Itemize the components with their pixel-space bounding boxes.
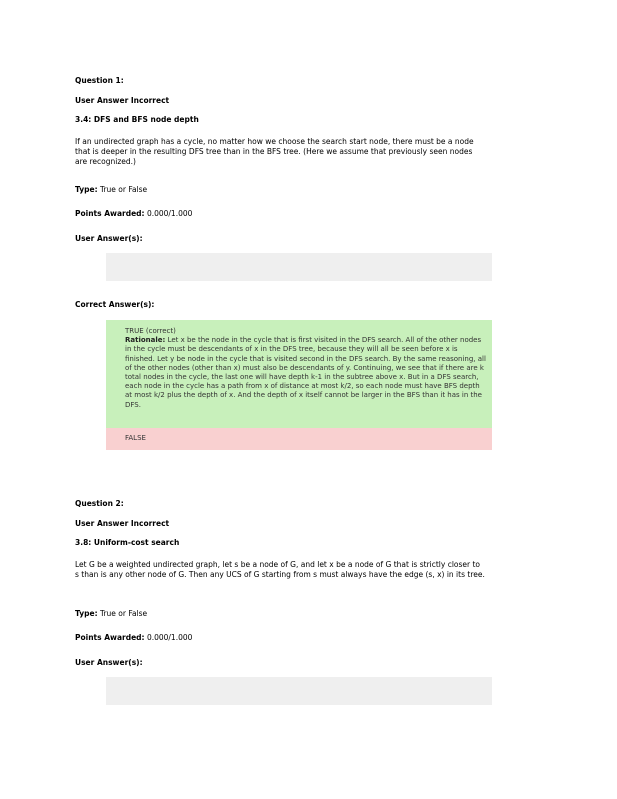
question-type bbox=[75, 185, 495, 195]
user-answer-heading-wrap bbox=[75, 234, 495, 244]
question-1-block bbox=[75, 76, 495, 86]
question-points bbox=[75, 209, 495, 219]
question-topic-wrap bbox=[75, 538, 495, 548]
question-prompt: Let G be a weighted undirected graph, let s be a node of G, and let x be a node of G that is strictly closer to s than is any other node of G. Then any UCS of G starting from s must always have the edge (s, x) in its tree. bbox=[75, 560, 485, 579]
question-status: User Answer Incorrect bbox=[75, 96, 170, 105]
correct-answer-option bbox=[106, 320, 492, 428]
rationale bbox=[125, 336, 486, 410]
question-2-block bbox=[75, 499, 495, 509]
question-heading: Question 1: bbox=[75, 76, 124, 85]
user-answer-heading-wrap bbox=[75, 658, 495, 668]
question-topic: 3.4: DFS and BFS node depth bbox=[75, 115, 199, 124]
rationale-label: Rationale: bbox=[125, 336, 166, 345]
points-value: 0.000/1.000 bbox=[146, 633, 193, 642]
question-topic: 3.8: Uniform-cost search bbox=[75, 538, 180, 547]
points-label: Points Awarded: bbox=[75, 633, 145, 642]
type-value: True or False bbox=[99, 609, 148, 618]
user-answer-empty-box bbox=[106, 253, 492, 281]
points-label: Points Awarded: bbox=[75, 209, 145, 218]
user-answer-empty-box bbox=[106, 677, 492, 705]
question-prompt-wrap bbox=[75, 137, 485, 167]
question-type bbox=[75, 609, 495, 619]
wrong-option-text: FALSE bbox=[125, 434, 146, 442]
user-answer-label: User Answer(s): bbox=[75, 234, 143, 243]
points-value: 0.000/1.000 bbox=[146, 209, 193, 218]
correct-answer-heading-wrap bbox=[75, 300, 495, 310]
correct-answer-label: Correct Answer(s): bbox=[75, 300, 155, 309]
question-status: User Answer Incorrect bbox=[75, 519, 170, 528]
question-points bbox=[75, 633, 495, 643]
question-heading: Question 2: bbox=[75, 499, 124, 508]
type-label: Type: bbox=[75, 609, 98, 618]
correct-option-text: TRUE (correct) bbox=[125, 327, 176, 335]
question-topic-wrap bbox=[75, 115, 495, 125]
wrong-answer-option bbox=[106, 428, 492, 450]
question-status-wrap bbox=[75, 519, 495, 529]
user-answer-label: User Answer(s): bbox=[75, 658, 143, 667]
type-value: True or False bbox=[99, 185, 148, 194]
rationale-text: Let x be the node in the cycle that is first visited in the DFS search. All of the other nodes in the cycle must be descendants of x in the DFS tree, because they will all be seen before x is finished. Let y be node in the cycle that is visited second in the DFS search. By the same reasoning, all of the other nodes (other than x) must also be descendants of y. Continuing, we see that if there are k total nodes in the cycle, the last one will have depth k-1 in the subtree above x. But in a DFS search, each node in the cycle has a path from x of distance at most k/2, so each node must have BFS depth at most k/2 plus the depth of x. And the depth of x itself cannot be larger in the BFS than it has in the DFS. bbox=[125, 336, 486, 409]
question-prompt-wrap bbox=[75, 560, 485, 580]
question-status-wrap bbox=[75, 96, 495, 106]
type-label: Type: bbox=[75, 185, 98, 194]
question-prompt: If an undirected graph has a cycle, no matter how we choose the search start node, there must be a node that is deeper in the resulting DFS tree than in the BFS tree. (Here we assume that previously seen nodes are recognized.) bbox=[75, 137, 474, 166]
